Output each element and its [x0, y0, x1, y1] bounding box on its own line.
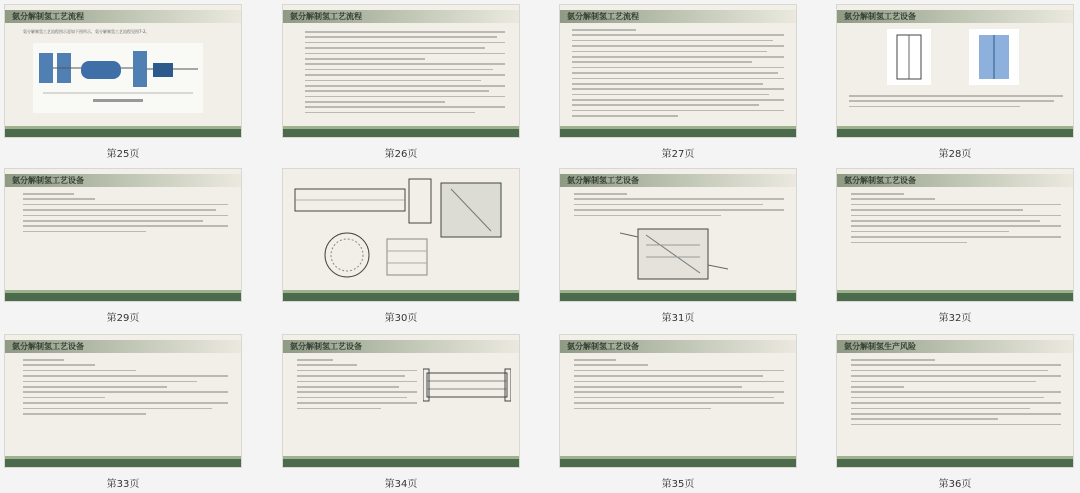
slide-title: 氨分解制氢工艺流程 [283, 10, 519, 23]
page-number-label: 第30页 [384, 313, 418, 324]
slide-preview [282, 168, 520, 302]
slide-title: 氨分解制氢工艺设备 [560, 340, 796, 353]
cooler-drawing [620, 225, 730, 285]
slide-text-block [297, 359, 417, 413]
slide-title: 氨分解制氢工艺流程 [5, 10, 241, 23]
page-number-label: 第29页 [106, 313, 140, 324]
slide-text-block [574, 359, 784, 413]
page-number-label: 第35页 [661, 479, 695, 490]
slide-text-block [574, 193, 784, 220]
process-flow-diagram [33, 43, 203, 113]
page-number-label: 第33页 [106, 479, 140, 490]
slide-preview [836, 334, 1074, 468]
reactor-diagram [877, 25, 1037, 89]
slide-title: 氨分解制氢生产风险 [837, 340, 1073, 353]
slide-preview [559, 4, 797, 138]
slide-preview [836, 4, 1074, 138]
slide-text-block [572, 29, 784, 121]
slide-preview [282, 334, 520, 468]
slide-text-block [305, 31, 505, 117]
slide-title: 氨分解制氢工艺设备 [560, 174, 796, 187]
slide-text-block [849, 95, 1063, 111]
slide-preview [282, 4, 520, 138]
heat-exchanger-drawing [291, 175, 513, 285]
page-number-label: 第32页 [938, 313, 972, 324]
slide-preview [559, 334, 797, 468]
page-number-label: 第28页 [938, 149, 972, 160]
page-number-label: 第25页 [106, 149, 140, 160]
slide-preview [4, 4, 242, 138]
slide-intro: 氨分解制氢工艺流程图示意如下图所示，氨分解制氢工艺流程见图7-2。 [23, 29, 150, 34]
slide-preview [836, 168, 1074, 302]
page-number-label: 第31页 [661, 313, 695, 324]
page-number-label: 第36页 [938, 479, 972, 490]
slide-text-block [23, 193, 228, 236]
slide-title: 氨分解制氢工艺流程 [560, 10, 796, 23]
page-number-label: 第27页 [661, 149, 695, 160]
slide-title: 氨分解制氢工艺设备 [283, 340, 519, 353]
slide-preview [4, 334, 242, 468]
slide-title: 氨分解制氢工艺设备 [5, 174, 241, 187]
slide-preview [559, 168, 797, 302]
slide-text-block [851, 193, 1061, 247]
page-number-label: 第34页 [384, 479, 418, 490]
slide-text-block [23, 359, 228, 418]
page-number-label: 第26页 [384, 149, 418, 160]
slide-preview [4, 168, 242, 302]
tube-bundle-drawing [423, 363, 511, 407]
slide-text-block [851, 359, 1061, 429]
slide-title: 氨分解制氢工艺设备 [837, 174, 1073, 187]
slide-title: 氨分解制氢工艺设备 [5, 340, 241, 353]
slide-title: 氨分解制氢工艺设备 [837, 10, 1073, 23]
